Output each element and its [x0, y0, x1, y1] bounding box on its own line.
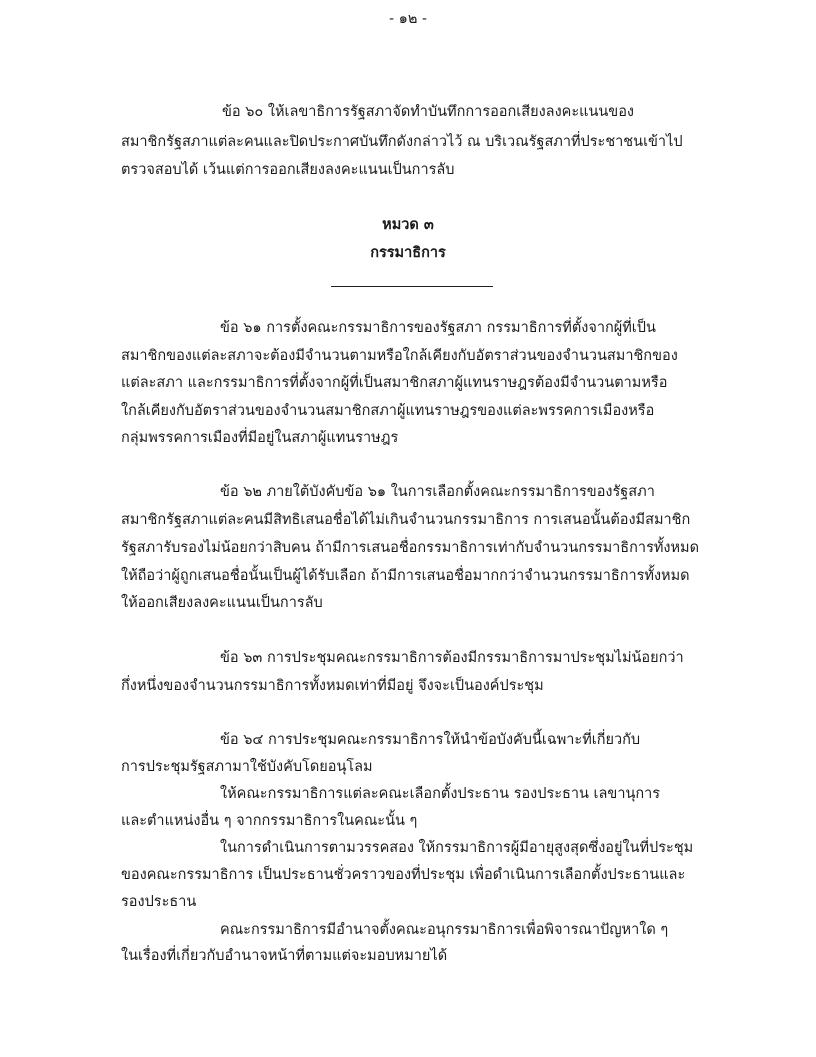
- section-60-line-2: สมาชิกรัฐสภาแต่ละคนและปิดประกาศบันทึกดังกล่าวไว้ ณ บริเวณรัฐสภาที่ประชาชนเข้าไป: [121, 134, 683, 150]
- section-61-line-5: กลุ่มพรรคการเมืองที่มีอยู่ในสภาผู้แทนราษฎร: [121, 430, 399, 446]
- section-64-para3-line-1: ในการดำเนินการตามวรรคสอง ให้กรรมาธิการผู้มีอายุสูงสุดซึ่งอยู่ในที่ประชุม: [220, 840, 694, 856]
- section-64-para3-line-2: ของคณะกรรมาธิการ เป็นประธานชั่วคราวของที่ประชุม เพื่อดำเนินการเลือกตั้งประธานและ: [121, 867, 686, 883]
- section-62-line-1: ข้อ ๖๒ ภายใต้บังคับข้อ ๖๑ ในการเลือกตั้งคณะกรรมาธิการของรัฐสภา: [220, 484, 655, 500]
- section-64-para2-line-1: ให้คณะกรรมาธิการแต่ละคณะเลือกตั้งประธาน รองประธาน เลขานุการ: [220, 786, 661, 802]
- section-64-line-2: การประชุมรัฐสภามาใช้บังคับโดยอนุโลม: [121, 759, 373, 775]
- chapter-divider: [331, 286, 493, 287]
- section-64-line-1: ข้อ ๖๔ การประชุมคณะกรรมาธิการให้นำข้อบังคับนี้เฉพาะที่เกี่ยวกับ: [220, 732, 641, 748]
- section-60-line-3: ตรวจสอบได้ เว้นแต่การออกเสียงลงคะแนนเป็นการลับ: [121, 162, 455, 178]
- section-62-line-5: ให้ออกเสียงลงคะแนนเป็นการลับ: [121, 595, 323, 611]
- page-number: - ๑๒ -: [389, 11, 427, 27]
- section-62-line-4: ให้ถือว่าผู้ถูกเสนอชื่อนั้นเป็นผู้ได้รับเลือก ถ้ามีการเสนอชื่อมากกว่าจำนวนกรรมาธิการทั้งหมด: [121, 568, 690, 584]
- section-61-line-1: ข้อ ๖๑ การตั้งคณะกรรมาธิการของรัฐสภา กรรมาธิการที่ตั้งจากผู้ที่เป็น: [220, 320, 656, 336]
- section-63-line-2: กึ่งหนึ่งของจำนวนกรรมาธิการทั้งหมดเท่าที่มีอยู่ จึงจะเป็นองค์ประชุม: [121, 678, 544, 694]
- section-61-line-4: ใกล้เคียงกับอัตราส่วนของจำนวนสมาชิกสภาผู้แทนราษฎรของแต่ละพรรคการเมืองหรือ: [121, 403, 655, 419]
- section-64-para4-line-1: คณะกรรมาธิการมีอำนาจตั้งคณะอนุกรรมาธิการเพื่อพิจารณาปัญหาใด ๆ: [220, 922, 669, 938]
- section-64-para4-line-2: ในเรื่องที่เกี่ยวกับอำนาจหน้าที่ตามแต่จะมอบหมายได้: [121, 948, 448, 964]
- section-61-line-3: แต่ละสภา และกรรมาธิการที่ตั้งจากผู้ที่เป็นสมาชิกสภาผู้แทนราษฎรต้องมีจำนวนตามหรือ: [121, 375, 668, 391]
- section-64-para3-line-3: รองประธาน: [121, 894, 197, 910]
- chapter-title: กรรมาธิการ: [370, 244, 446, 261]
- section-60-line-1: ข้อ ๖๐ ให้เลขาธิการรัฐสภาจัดทำบันทึกการออกเสียงลงคะแนนของ: [222, 104, 635, 120]
- section-62-line-3: รัฐสภารับรองไม่น้อยกว่าสิบคน ถ้ามีการเสนอชื่อกรรมาธิการเท่ากับจำนวนกรรมาธิการทั้งหมด: [121, 540, 700, 556]
- section-62-line-2: สมาชิกรัฐสภาแต่ละคนมีสิทธิเสนอชื่อได้ไม่เกินจำนวนกรรมาธิการ การเสนอนั้นต้องมีสมาชิก: [121, 512, 691, 528]
- section-61-line-2: สมาชิกของแต่ละสภาจะต้องมีจำนวนตามหรือใกล้เคียงกับอัตราส่วนของจำนวนสมาชิกของ: [121, 348, 678, 364]
- section-64-para2-line-2: และตำแหน่งอื่น ๆ จากกรรมาธิการในคณะนั้น ๆ: [121, 813, 418, 829]
- chapter-number: หมวด ๓: [382, 216, 434, 233]
- section-63-line-1: ข้อ ๖๓ การประชุมคณะกรรมาธิการต้องมีกรรมาธิการมาประชุมไม่น้อยกว่า: [220, 650, 684, 666]
